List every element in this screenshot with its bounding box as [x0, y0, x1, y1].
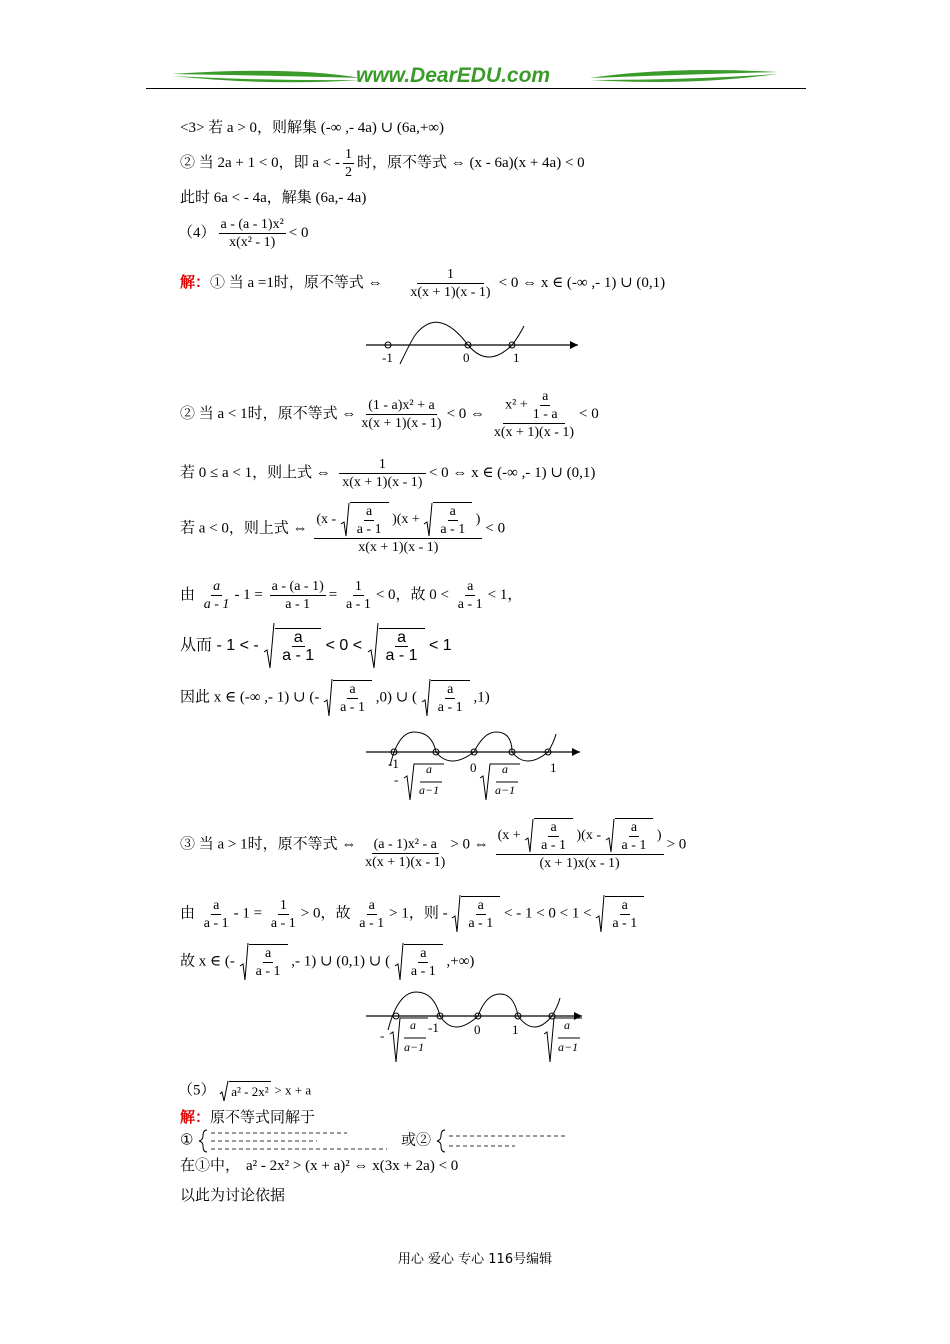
case-2b: 若 a < 0，则上式 ⇔ (x - $\frac{a}{a - 1}$ )(x + $\frac{a}{a - 1}$ ) x(x + 1)(x - 1) < 0 [180, 504, 506, 555]
page-footer: 用心 爱心 专心 116号编辑 [397, 1252, 553, 1267]
header-logo [170, 64, 780, 90]
axis-label: 1 [550, 760, 557, 775]
problem-4: （4） $\frac{\text{a - (a - 1)x²}}{\text{x(x² - 1)}}$ < 0 [178, 217, 309, 250]
axis-label: 0 [463, 350, 470, 365]
solution-5: 解：原不等式同解于 [180, 1110, 316, 1126]
derivation-6: 在①中， a² - 2x² > (x + a)² ⇔ x(3x + 2a) < 0 [180, 1158, 459, 1174]
root-label-minus: - [380, 1028, 385, 1043]
fraction: $\frac{1}{2}$ [344, 147, 352, 180]
logo-text: www.DearEDU.com [356, 64, 551, 87]
sign-graph-1 [364, 314, 584, 368]
root-label-minus: - [394, 772, 399, 787]
derivation-3: 因此 x ∈ (-∞ ,- 1) ∪ (- $\frac{a}{a - 1}$ ,0) ∪ ( $\frac{a}{a - 1}$ ,1) [180, 678, 490, 718]
solution-case-1: 解：① 当 a =1时，原不等式 ⇔ $\frac{1}{x(x + 1)(x - 1)}$ < 0 ⇔ x ∈ (-∞ ,- 1) ∪ (0,1) [180, 267, 666, 300]
axis-label: 0 [470, 760, 477, 775]
derivation-1: 由 $\frac{a}{a - 1}$ - 1 = $\frac{a - (a - 1)}{a - 1}$ = $\frac{1}{a - 1}$ < 0，故 0 < $\frac{a}{a - 1}$ < 1， [180, 579, 523, 612]
axis-label: 0 [474, 1022, 481, 1037]
axis-label: -1 [382, 350, 393, 365]
axis-label: -1 [388, 756, 399, 771]
line-solution-set: 此时 6a < - 4a，解集 (6a,- 4a) [180, 190, 367, 206]
case-2a: 若 0 ≤ a < 1，则上式 ⇔ $\frac{1}{x(x + 1)(x - 1)}$ < 0 ⇔ x ∈ (-∞ ,- 1) ∪ (0,1) [180, 457, 596, 490]
derivation-5: 故 x ∈ (- $\frac{a}{a - 1}$ ,- 1) ∪ (0,1) ∪ ( $\frac{a}{a - 1}$ ,+∞) [180, 942, 474, 982]
system-2-brace-icon [435, 1128, 575, 1154]
closing-line: 以此为讨论依据 [180, 1188, 286, 1204]
header-rule [146, 88, 806, 89]
sign-graph-2: -1 0 1 - a a−1 a a−1 [364, 728, 584, 804]
line-case3-solution: <3> 若 a > 0，则解集 (-∞ ,- 4a) ∪ (6a,+∞) [180, 120, 444, 136]
derivation-4: 由 $\frac{a}{a - 1}$ - 1 = $\frac{1}{a - 1}$ > 0，故 $\frac{a}{a - 1}$ > 1，则 - $\frac{a}{a - 1}$ < - 1 < 0 < 1 < $\frac{a}{a - 1}$ [180, 894, 644, 934]
systems-line: ① 或② [180, 1128, 575, 1154]
axis-label: -1 [428, 1020, 439, 1035]
line-case2a-condition: ② 当 2a + 1 < 0，即 a < - $\frac{1}{2}$ 时，原不等式 ⇔ (x - 6a)(x + 4a) < 0 [180, 147, 585, 180]
sign-graph-3: -1 0 1 - a a−1 a a−1 [364, 990, 590, 1066]
problem-5: （5） a² - 2x² > x + a [178, 1080, 311, 1102]
system-1-brace-icon [197, 1128, 397, 1154]
derivation-2: 从而 - 1 < - $\frac{a}{a - 1}$ < 0 < $\frac{a}{a - 1}$ < 1 [180, 622, 452, 670]
axis-label: 1 [512, 1022, 519, 1037]
axis-label: 1 [513, 350, 520, 365]
case-3: ③ 当 a > 1时，原不等式 ⇔ $\frac{\text{(a - 1)x² - a}}{x(x + 1)(x - 1)}$ > 0 ⇔ (x + $\frac{a}{a - 1}$ )(x - $\frac{a}{a - 1}$ ) (x + 1)x(x - 1) > 0 [180, 820, 687, 871]
case-2: ② 当 a < 1时，原不等式 ⇔ $\frac{\text{(1 - a)x² + a}}{x(x + 1)(x - 1)}$ < 0 ⇔ x² + $\frac{a}{1 - a}$ x(x + 1)(x - 1) < 0 [180, 389, 599, 440]
